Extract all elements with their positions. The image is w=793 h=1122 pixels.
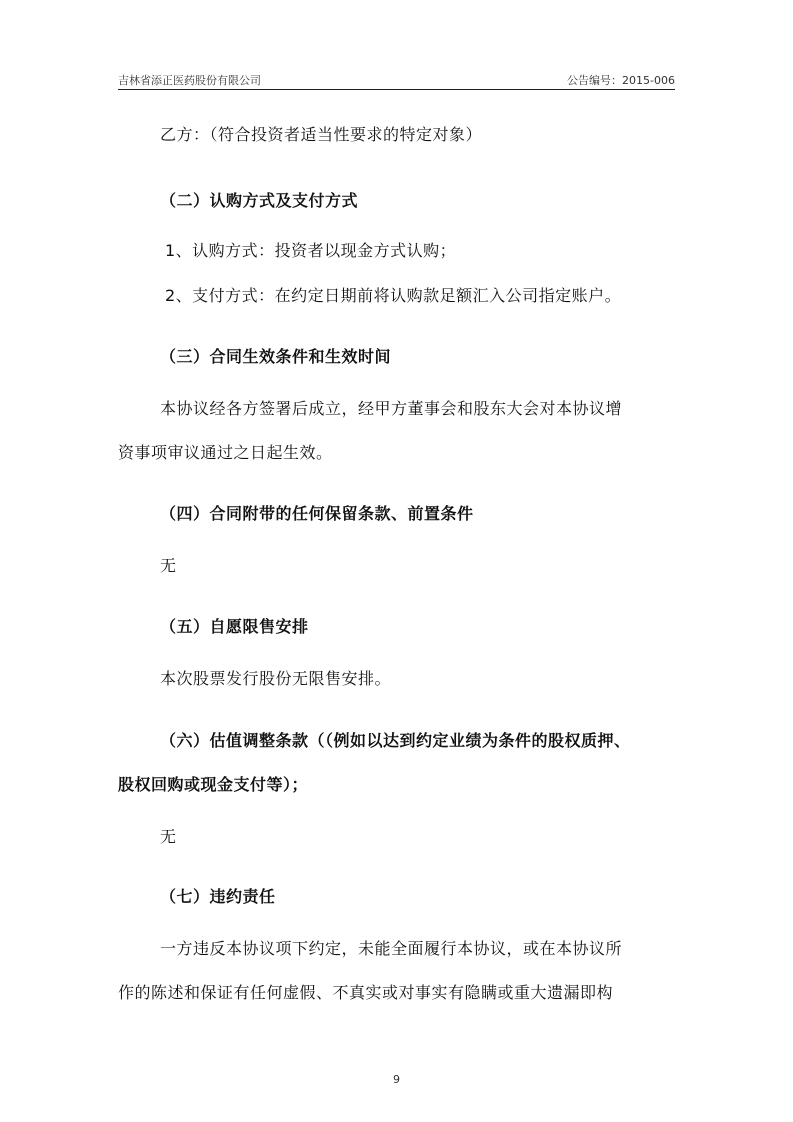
section-3-text-line1: 本协议经各方签署后成立，经甲方董事会和股东大会对本协议增	[160, 399, 623, 418]
section-4-text: 无	[160, 556, 177, 575]
section-6-text: 无	[160, 827, 177, 846]
page-number: 9	[393, 1073, 400, 1086]
section-3-text-line2: 资事项审议通过之日起生效。	[118, 443, 333, 462]
subscription-method: 1、认购方式：投资者以现金方式认购；	[165, 241, 457, 260]
party-b-line: 乙方：（符合投资者适当性要求的特定对象）	[160, 125, 483, 144]
section-5-heading: （五）自愿限售安排	[160, 617, 309, 636]
page-header	[118, 69, 675, 90]
section-2-heading: （二）认购方式及支付方式	[160, 191, 359, 210]
section-7-text-line2: 作的陈述和保证有任何虚假、不真实或对事实有隐瞒或重大遗漏即构	[118, 983, 614, 1002]
section-7-heading: （七）违约责任	[160, 887, 276, 906]
payment-method: 2、支付方式：在约定日期前将认购款足额汇入公司指定账户。	[165, 286, 622, 305]
header-company: 吉林省添正医药股份有限公司	[118, 74, 261, 87]
section-7-text-line1: 一方违反本协议项下约定，未能全面履行本协议，或在本协议所	[160, 939, 623, 958]
section-6-heading-line2: 股权回购或现金支付等）；	[118, 775, 309, 794]
section-6-heading-line1: （六）估值调整条款（（例如以达到约定业绩为条件的股权质押、	[160, 731, 631, 750]
section-4-heading: （四）合同附带的任何保留条款、前置条件	[160, 504, 474, 523]
section-3-heading: （三）合同生效条件和生效时间	[160, 347, 392, 366]
header-notice-number: 公告编号：2015-006	[567, 74, 675, 87]
section-5-text: 本次股票发行股份无限售安排。	[160, 669, 392, 688]
